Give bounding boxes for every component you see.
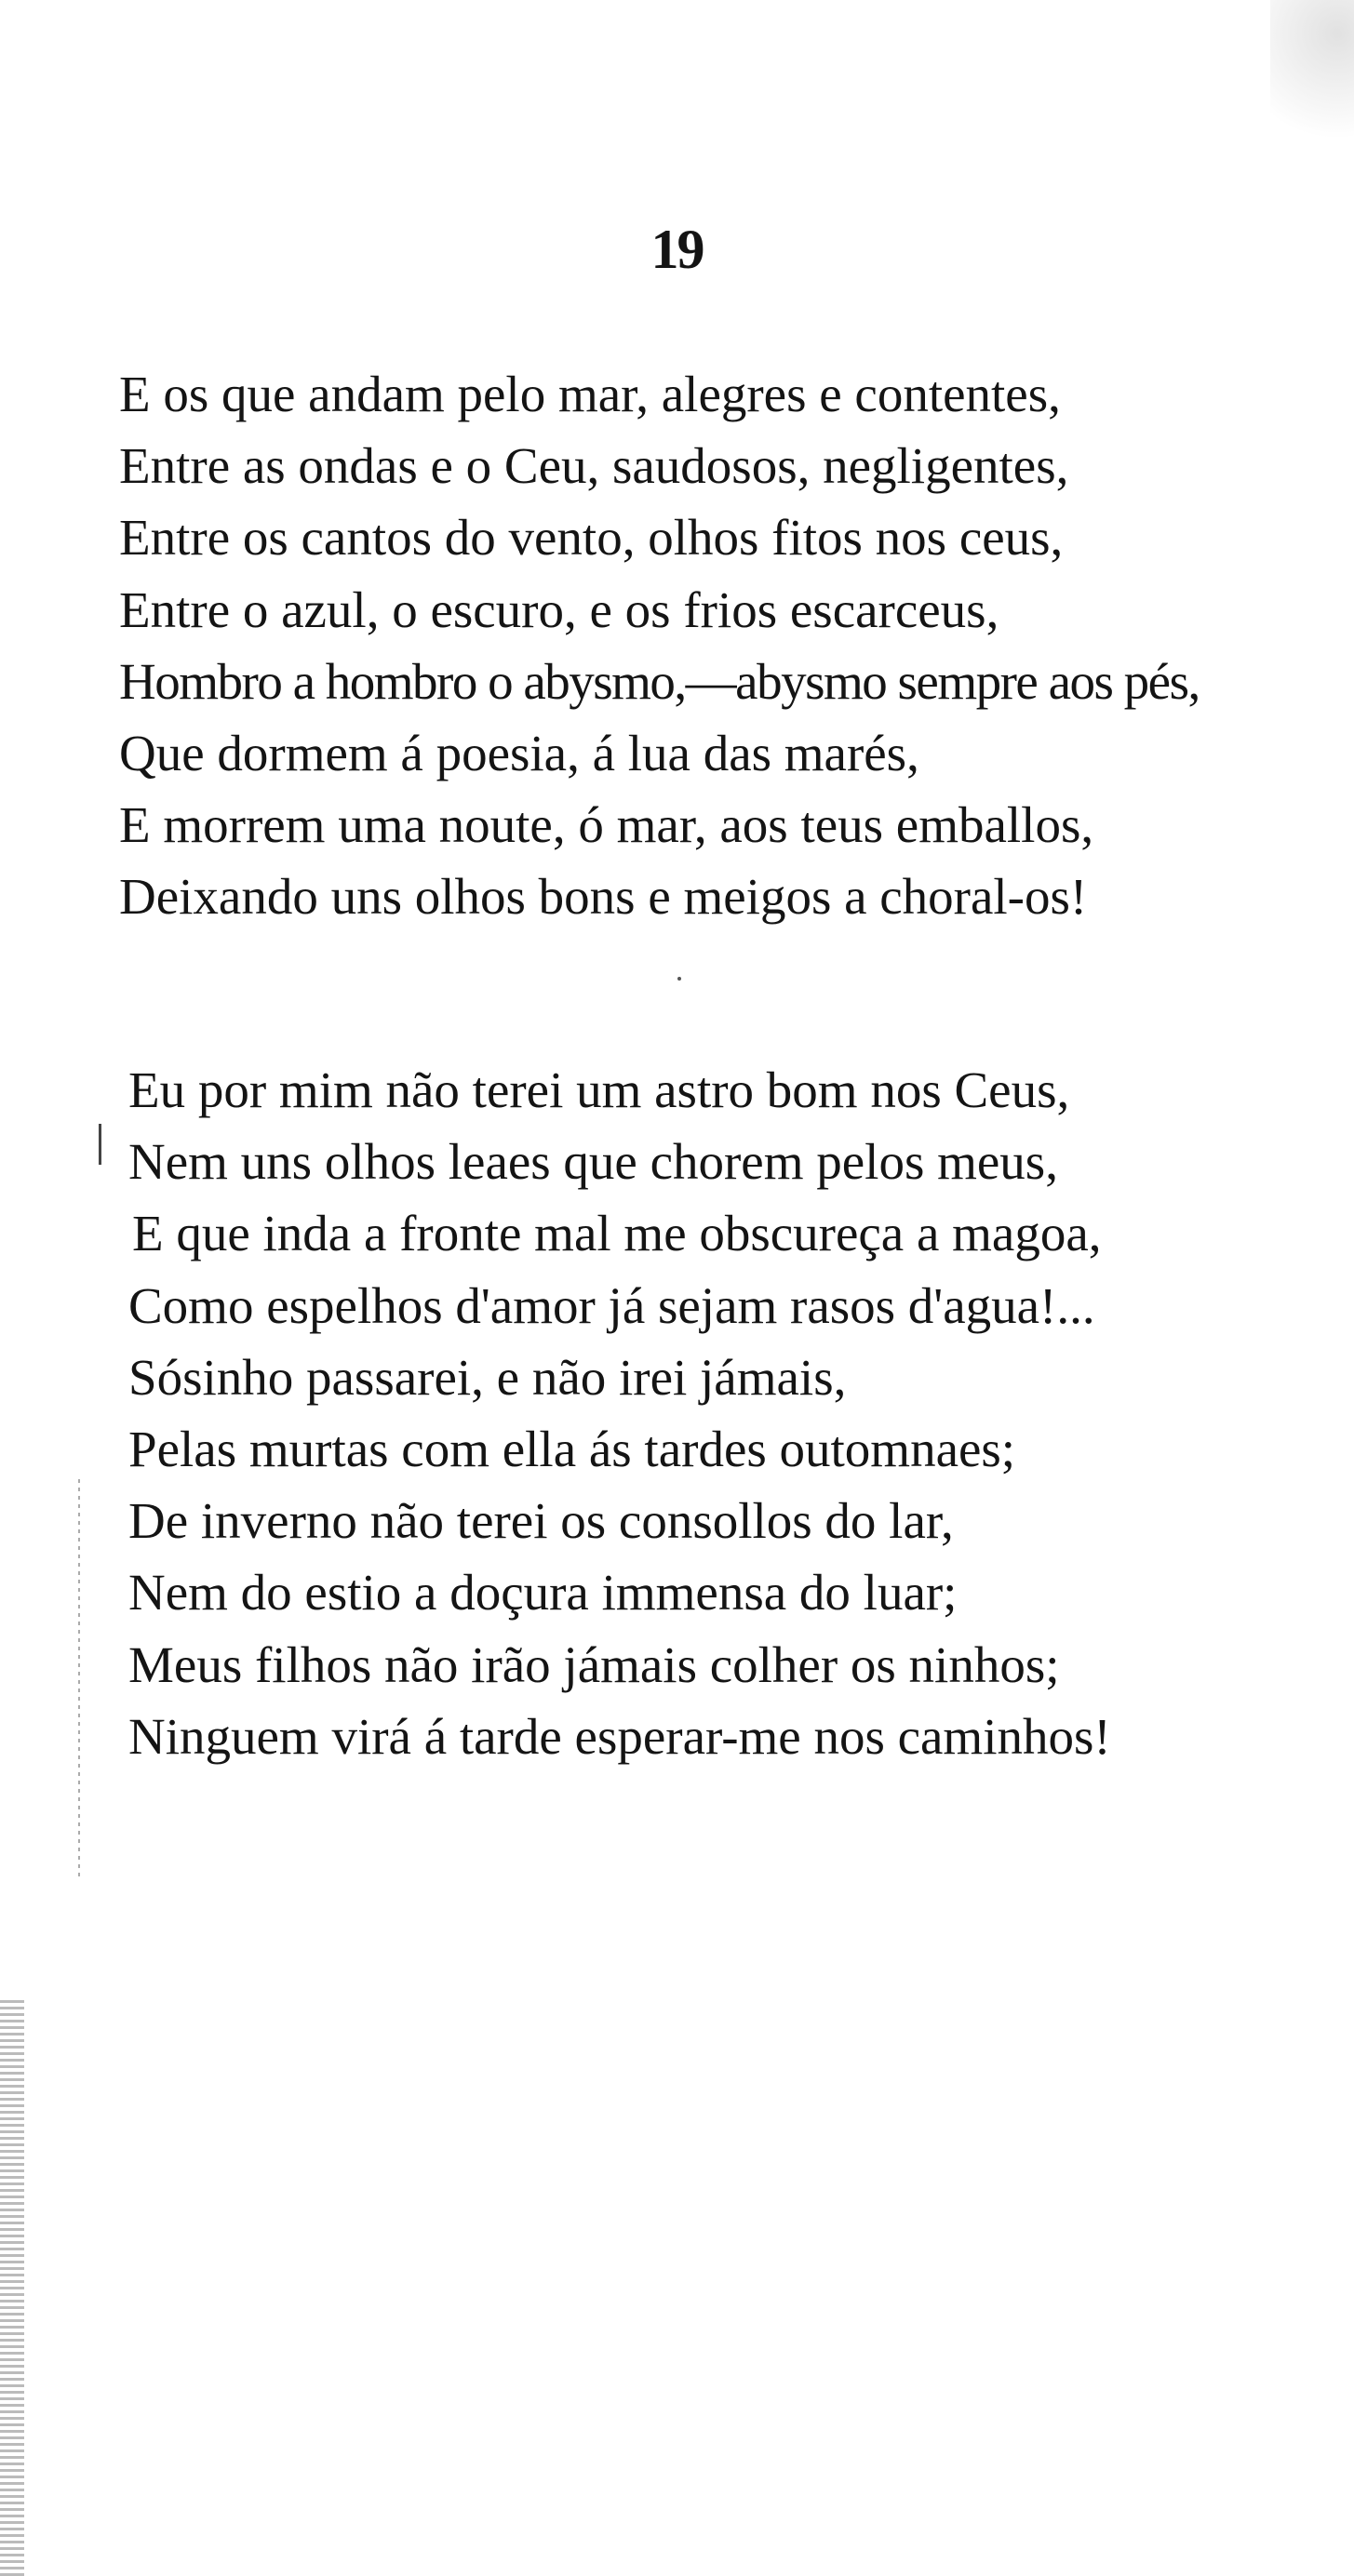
poem-line: Como espelhos d'amor já sejam rasos d'agua!... — [128, 1276, 1095, 1334]
poem-line: Pelas murtas com ella ás tardes outomnaes; — [128, 1420, 1016, 1477]
poem-line: Eu por mim não terei um astro bom nos Ceus, — [128, 1061, 1070, 1118]
poem-line: Meus filhos não irão jámais colher os ninhos; — [128, 1635, 1060, 1693]
page-number: 19 — [650, 219, 704, 280]
page-corner-stain — [1270, 0, 1354, 167]
stanza-2 — [119, 1054, 1320, 1772]
poem-line: E morrem uma noute, ó mar, aos teus emballos, — [119, 796, 1094, 854]
poem-line: E que inda a fronte mal me obscureça a magoa, — [132, 1205, 1102, 1262]
poem-line: Entre os cantos do vento, olhos fitos nos ceus, — [119, 509, 1064, 567]
margin-pencil-line — [78, 1479, 80, 1879]
poem-line: Que dormem á poesia, á lua das marés, — [119, 724, 919, 781]
poem-line: Hombro a hombro o abysmo,—abysmo sempre aos pés, — [119, 652, 1200, 710]
poem-line: E os que andam pelo mar, alegres e contentes, — [119, 366, 1061, 422]
stanza-1 — [119, 358, 1320, 933]
poem-line: Nem uns olhos leaes que chorem pelos meus, — [128, 1133, 1058, 1191]
poem-line: Entre o azul, o escuro, e os frios escarceus, — [119, 581, 999, 638]
margin-mark — [99, 1124, 101, 1165]
ink-speck — [677, 977, 681, 981]
poem-line: Deixando uns olhos bons e meigos a choral-os! — [119, 868, 1088, 926]
page-edge-stain — [0, 2000, 24, 2576]
poem-line: Nem do estio a doçura immensa do luar; — [128, 1564, 958, 1622]
poem-line: Sósinho passarei, e não irei jámais, — [128, 1348, 847, 1406]
poem-line: De inverno não terei os consollos do lar, — [128, 1492, 954, 1550]
poem-line: Entre as ondas e o Ceu, saudosos, negligentes, — [119, 437, 1069, 495]
poem-line: Ninguem virá á tarde esperar-me nos caminhos! — [128, 1707, 1111, 1765]
